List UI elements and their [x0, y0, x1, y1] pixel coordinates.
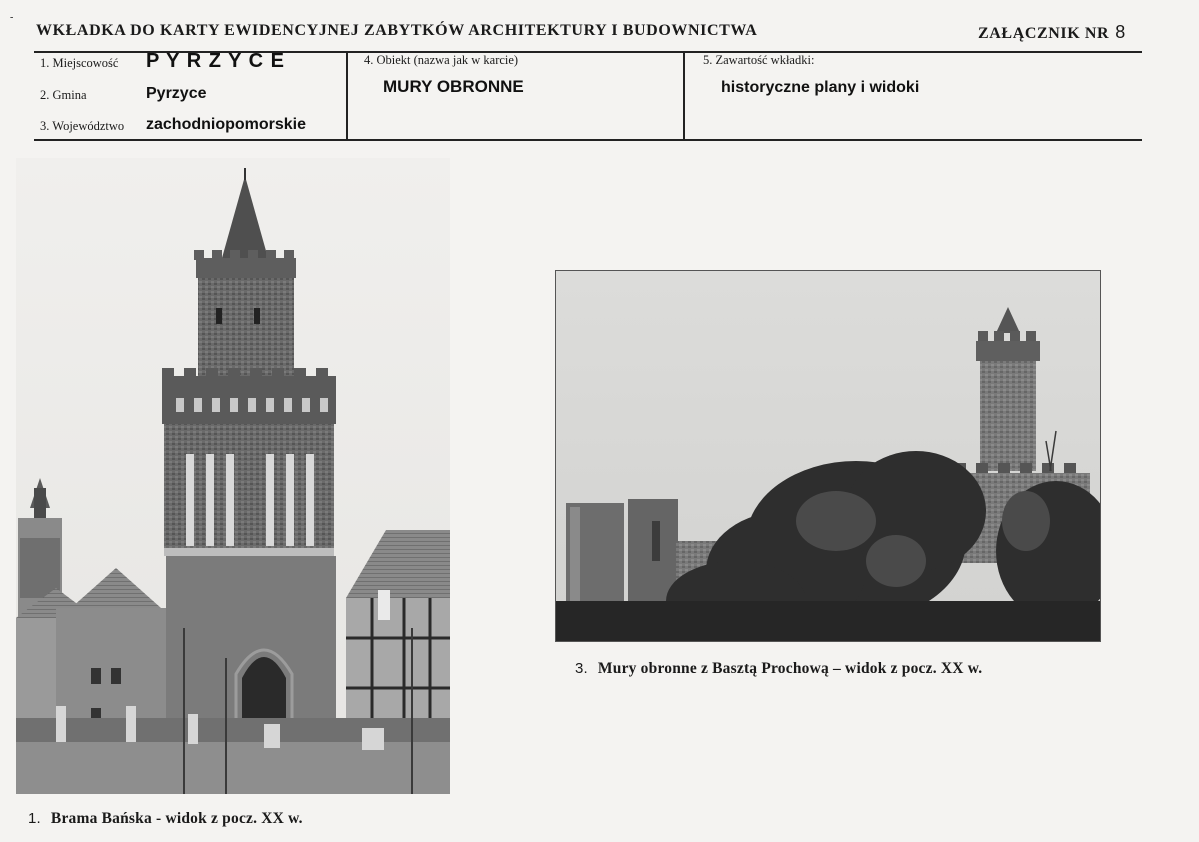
- walls-tower-illustration: [556, 271, 1101, 642]
- photo-mury-baszta-prochowa: [555, 270, 1101, 642]
- annex-label: [978, 22, 1126, 43]
- caption-photo-3-text: Mury obronne z Basztą Prochową – widok z pocz. XX w.: [597, 660, 983, 677]
- commune-value: Pyrzyce: [146, 85, 207, 102]
- locality-label: 1. Miejscowość: [40, 56, 119, 70]
- form-divider-2: [683, 51, 685, 140]
- form-bottom-border: [34, 139, 1142, 141]
- caption-photo-1: [28, 810, 303, 828]
- contents-value: historyczne plany i widoki: [721, 79, 920, 96]
- document-title: WKŁADKA DO KARTY EWIDENCYJNEJ ZABYTKÓW ARCHITEKTURY I BUDOWNICTWA: [36, 22, 758, 39]
- caption-photo-1-text: Brama Bańska - widok z pocz. XX w.: [50, 810, 303, 827]
- photo-brama-banska: [16, 158, 450, 794]
- commune-label: 2. Gmina: [40, 88, 87, 102]
- object-label: 4. Obiekt (nazwa jak w karcie): [364, 53, 519, 67]
- object-value: MURY OBRONNE: [383, 77, 524, 96]
- gate-tower-illustration: [16, 158, 450, 794]
- voivodeship-value: zachodniopomorskie: [146, 116, 307, 133]
- caption-photo-3: [575, 660, 982, 678]
- corner-mark: -: [10, 12, 14, 23]
- locality-value: P Y R Z Y C E: [146, 50, 285, 72]
- caption-photo-3-number: 3.: [575, 660, 588, 677]
- contents-label: 5. Zawartość wkładki:: [703, 53, 815, 67]
- annex-number: 8: [1115, 22, 1126, 42]
- form-divider-1: [346, 51, 348, 140]
- voivodeship-label: 3. Województwo: [40, 119, 125, 133]
- annex-label-text: ZAŁĄCZNIK NR: [978, 25, 1110, 42]
- caption-photo-1-number: 1.: [28, 810, 41, 827]
